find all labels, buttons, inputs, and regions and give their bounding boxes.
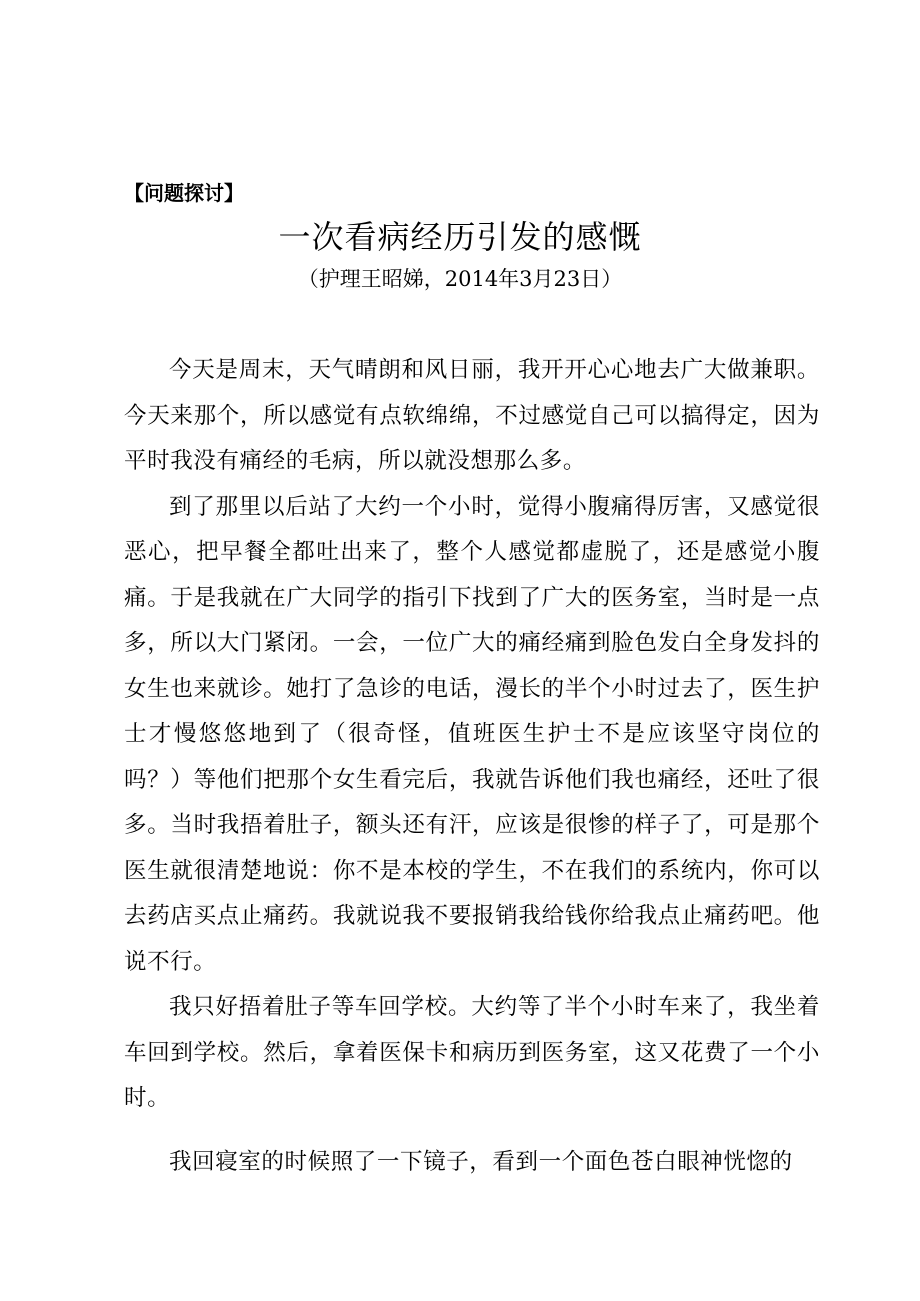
section-tag: 【问题探讨】 [124,181,244,205]
article-body [124,348,820,1185]
paragraph-1: 今天是周末，天气晴朗和风日丽，我开开心心地去广大做兼职。今天来那个，所以感觉有点软绵绵，不过感觉自己可以搞得定，因为平时我没有痛经的毛病，所以就没想那么多。 [124,357,820,474]
paragraph-3: 我只好捂着肚子等车回学校。大约等了半个小时车来了，我坐着车回到学校。然后，拿着医保卡和病历到医务室，这又花费了一个小时。 [124,994,820,1111]
paragraph-2: 到了那里以后站了大约一个小时，觉得小腹痛得厉害，又感觉很恶心，把早餐全都吐出来了，整个人感觉都虚脱了，还是感觉小腹痛。于是我就在广大同学的指引下找到了广大的医务室，当时是一点多，所以大门紧闭。一会，一位广大的痛经痛到脸色发白全身发抖的女生也来就诊。她打了急诊的电话，漫长的半个小时过去了，医生护士才慢悠悠地到了（很奇怪，值班医生护士不是应该坚守岗位的吗？）等他们把那个女生看完后，我就告诉他们我也痛经，还吐了很多。当时我捂着肚子，额头还有汗，应该是很惨的样子了，可是那个医生就很清楚地说：你不是本校的学生，不在我们的系统内，你可以去药店买点止痛药。我就说我不要报销我给钱你给我点止痛药吧。他说不行。 [124,493,820,975]
article-byline: （护理王昭娣，2014年3月23日） [297,267,623,291]
article-title: 一次看病经历引发的感慨 [278,218,642,256]
paragraph-4: 我回寝室的时候照了一下镜子，看到一个面色苍白眼神恍惚的 [169,1148,793,1175]
